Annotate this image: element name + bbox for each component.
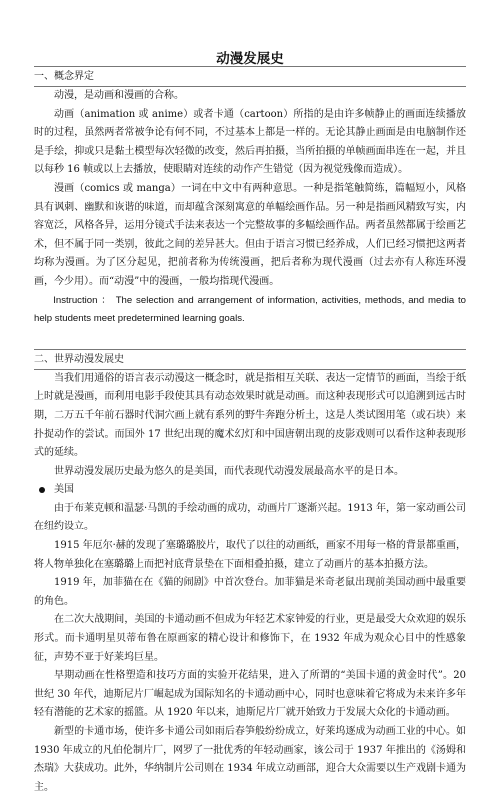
section-heading-concepts: 一、概念界定: [34, 66, 466, 87]
section-heading-world-history: 二、世界动漫发展史: [34, 349, 466, 370]
paragraph-us-japan: 世界动漫发展历史最为悠久的是美国，而代表现代动漫发展最高水平的是日本。: [54, 465, 404, 477]
bullet-dot-icon: [39, 487, 45, 493]
page-title: 动漫发展史: [216, 51, 284, 67]
paragraph-wwii: 在二次大战期间，美国的卡通动画不但成为年轻艺术家钟爱的行业，更是最受大众欢迎的娱乐形式。而卡通明星贝蒂布鲁在原画家的精心设计和修饰下，在 1932 年成为观众心目中的性感象征，声势不亚于好莱坞巨星。: [34, 614, 466, 663]
paragraph-felix: 1919 年，加菲猫在在《猫的闹剧》中首次登台。加菲猫是米奇老鼠出现前美国动画中最重要的角色。: [34, 577, 466, 607]
paragraph-definition: 动漫，是动画和漫画的合称。: [54, 90, 184, 101]
paragraph-animation: 动画（animation 或 anime）或者卡通（cartoon）所指的是由许多帧静止的画面连续播放时的过程，虽然两者常被争论有何不同，不过基本上都是一样的。无论其静止画面是由电脑制作还是手绘，抑或只是黏土模型每次轻微的改变，然后再拍摄，当所拍摄的单帧画面串连在一起，并且以每秒 16 帧或以上去播放，使眼睛对连续的动作产生错觉（因为视觉残像而造成）。: [34, 108, 466, 176]
paragraph-comics: 漫画（comics 或 manga）一词在中文中有两种意思。一种是指笔触简练，篇幅短小，风格具有讽刺、幽默和诙谐的味道，而却蕴含深刻寓意的单幅绘画作品。另一种是指画风精致写实，内容宽泛，风格各异，运用分镜式手法来表达一个完整故事的多幅绘画作品。两者虽然都属于绘画艺术，但不属于同一类别，彼此之间的差异甚大。但由于语言习惯已经养成，人们已经习惯把这两者均称为漫画。为了区分起见，把前者称为传统漫画，把后者称为现代漫画（过去亦有人称连环漫画，今少用）。而“动漫”中的漫画，一般均指现代漫画。: [34, 182, 466, 287]
paragraph-cel: 1915 年厄尔·赫的发现了塞璐璐胶片，取代了以往的动画纸，画家不用每一格的背景都重画，将人物单独化在塞璐璐上而把衬底背景垫在下面相叠拍摄，建立了动画片的基本拍摄方法。: [34, 540, 466, 570]
paragraph-hollywood: 新型的卡通市场，使许多卡通公司如雨后春笋般纷纷成立，好莱坞逐成为动画工业的中心。如 1930 年成立的凡伯伦制片厂，网罗了一批优秀的年轻动画家，该公司于 1937 年推出的《汤姆和杰瑞》大获成功。此外，华纳制片公司则在 1934 年成立动画部，迎合大众需要以生产戏剧卡通为主。: [34, 726, 466, 793]
paragraph-golden-age: 早期动画在性格塑造和技巧方面的实验开花结果，进入了所谓的“美国卡通的黄金时代”。20 世纪 30 年代，迪斯尼片厂崛起成为国际知名的卡通动画中心，同时也意味着它将成为未来许多年轻有潜能的艺术家的摇篮。从 1920 年以来，迪斯尼片厂就开始致力于发展大众化的卡通动画。: [34, 670, 466, 719]
section-spacer: [34, 329, 466, 349]
paragraph-instruction: Instruction ： The selection and arrangement of information, activities, methods, and media to help students meet predetermined learning goals.: [34, 294, 466, 325]
bullet-item-usa: [34, 481, 466, 500]
bullet-label: 美国: [54, 484, 74, 496]
paragraph-studios: 由于布莱克顿和温瑟·马凯的手绘动画的成功，动画片厂逐渐兴起。1913 年，第一家动画公司在纽约设立。: [34, 502, 466, 533]
paragraph-overview: 当我们用通俗的语言表示动漫这一概念时，就是指相互关联、表达一定情节的画面，当绘于纸上时就是漫画，而利用电影手段使其具有动态效果时就是动画。而这种表现形式可以追溯到远古时期，二万五千年前石器时代洞穴画上就有系列的野牛奔跑分析土，这是人类试图用笔（或石块）来扑捉动作的尝试。而国外 17 世纪出现的魔术幻灯和中国唐朝出现的皮影戏则可以看作这种表现形式的延续。: [34, 372, 466, 459]
